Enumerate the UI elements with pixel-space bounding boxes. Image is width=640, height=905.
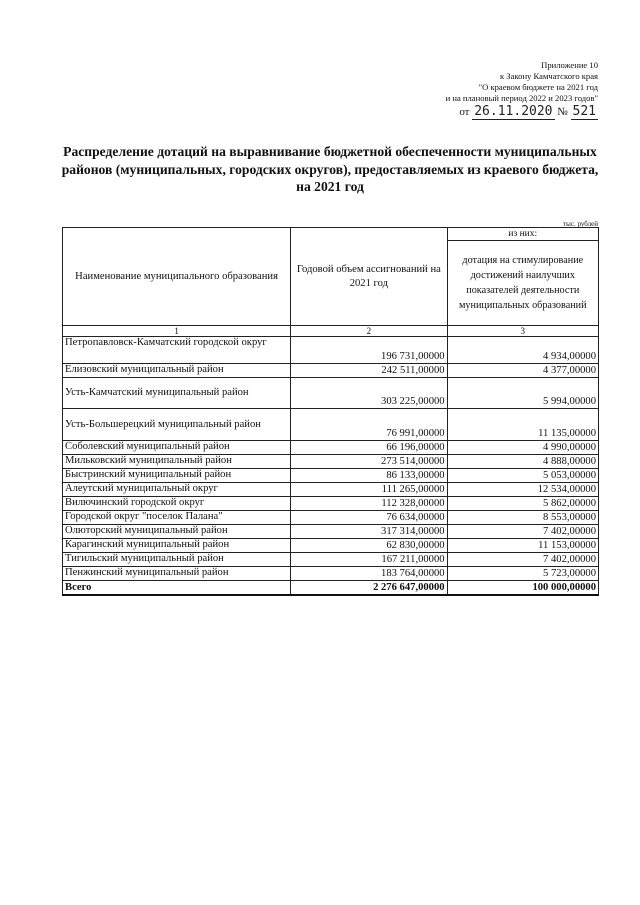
municipality-name: Петропавловск-Камчатский городской округ [63,337,291,364]
municipality-name: Алеутский муниципальный округ [63,483,291,497]
table-row [63,567,599,581]
table-total-row [63,581,599,596]
table-row [63,364,599,378]
appendix-line-2: к Закону Камчатского края [499,71,598,81]
table-row [63,553,599,567]
incentive-grant-value: 5 053,00000 [447,469,598,483]
header-annual-volume: Годовой объем ассигнований на 2021 год [291,228,447,326]
appendix-line-3: "О краевом бюджете на 2021 год [478,82,598,92]
incentive-grant-value: 7 402,00000 [447,553,598,567]
table-row [63,441,599,455]
table-row [63,483,599,497]
annual-volume-value: 62 830,00000 [291,539,447,553]
annual-volume-value: 167 211,00000 [291,553,447,567]
document-title: Распределение дотаций на выравнивание бюджетной обеспеченности муниципальных районов (муниципальных, городских округов), предоставляемых из краевого бюджета, на 2021 год [61,144,599,194]
total-label: Всего [63,581,291,596]
appendix-line-1: Приложение 10 [541,60,598,70]
date-value: 26.11.2020 [474,104,553,119]
incentive-grant-value: 4 377,00000 [447,364,598,378]
municipality-name: Вилючинский городской округ [63,497,291,511]
units-label: тыс. рублей [563,220,598,228]
municipality-name: Соболевский муниципальный район [63,441,291,455]
subsidy-table [62,227,599,596]
incentive-grant-value: 5 723,00000 [447,567,598,581]
annual-volume-value: 196 731,00000 [291,337,447,364]
total-incentive-grant: 100 000,00000 [447,581,598,596]
column-number-1: 1 [63,326,291,337]
number-value: 521 [572,104,596,119]
annual-volume-value: 242 511,00000 [291,364,447,378]
number-prefix: № [557,106,568,118]
incentive-grant-value: 11 135,00000 [447,409,598,441]
total-annual-volume: 2 276 647,00000 [291,581,447,596]
municipality-name: Карагинский муниципальный район [63,539,291,553]
annual-volume-value: 112 328,00000 [291,497,447,511]
incentive-grant-value: 12 534,00000 [447,483,598,497]
annual-volume-value: 111 265,00000 [291,483,447,497]
table-row [63,337,599,364]
header-incentive-grant: дотация на стимулирование достижений наилучших показателей деятельности муниципальных образований [447,241,598,326]
column-number-3: 3 [447,326,598,337]
table-row [63,378,599,409]
table-row [63,497,599,511]
annual-volume-value: 86 133,00000 [291,469,447,483]
annual-volume-value: 76 634,00000 [291,511,447,525]
incentive-grant-value: 8 553,00000 [447,511,598,525]
annual-volume-value: 76 991,00000 [291,409,447,441]
municipality-name: Усть-Большерецкий муниципальный район [63,409,291,441]
table-row [63,539,599,553]
incentive-grant-value: 5 994,00000 [447,378,598,409]
table-row [63,469,599,483]
municipality-name: Олюторский муниципальный район [63,525,291,539]
date-prefix: от [459,106,470,118]
table-row [63,409,599,441]
municipality-name: Тигильский муниципальный район [63,553,291,567]
incentive-grant-value: 4 934,00000 [447,337,598,364]
municipality-name: Усть-Камчатский муниципальный район [63,378,291,409]
appendix-reference [446,60,598,119]
annual-volume-value: 317 314,00000 [291,525,447,539]
table-row [63,455,599,469]
appendix-date-line [446,105,598,119]
header-municipality: Наименование муниципального образования [63,228,291,326]
appendix-line-4: и на плановый период 2022 и 2023 годов" [445,93,598,103]
header-of-which: из них: [447,228,598,241]
incentive-grant-value: 7 402,00000 [447,525,598,539]
annual-volume-value: 303 225,00000 [291,378,447,409]
incentive-grant-value: 4 888,00000 [447,455,598,469]
column-number-2: 2 [291,326,447,337]
annual-volume-value: 66 196,00000 [291,441,447,455]
table-row [63,525,599,539]
annual-volume-value: 273 514,00000 [291,455,447,469]
municipality-name: Пенжинский муниципальный район [63,567,291,581]
annual-volume-value: 183 764,00000 [291,567,447,581]
municipality-name: Городской округ "поселок Палана" [63,511,291,525]
table-row [63,511,599,525]
incentive-grant-value: 5 862,00000 [447,497,598,511]
incentive-grant-value: 11 153,00000 [447,539,598,553]
municipality-name: Быстринский муниципальный район [63,469,291,483]
municipality-name: Елизовский муниципальный район [63,364,291,378]
municipality-name: Мильковский муниципальный район [63,455,291,469]
incentive-grant-value: 4 990,00000 [447,441,598,455]
